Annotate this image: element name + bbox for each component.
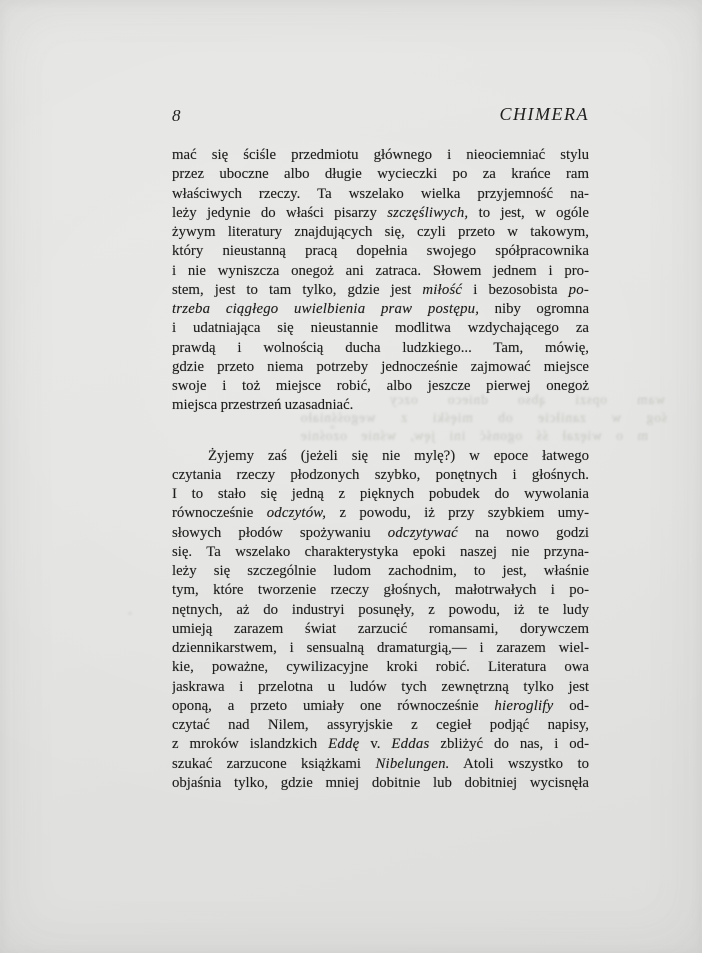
text-line: Żyjemy zaś (jeżeli się nie mylę?) w epoce łatwego	[208, 447, 589, 464]
text-line: umieją zarazem świat zarzucić romansami, dorywczem	[172, 620, 589, 637]
text-line: słowych płodów spożywaniu odczytywać na nowo godzi	[172, 524, 589, 541]
text-line: mać się ściśle przedmiotu głównego i nieociemniać stylu	[172, 147, 589, 163]
text-line: I to stało się jedną z pięknych pobudek do wywolania	[172, 486, 589, 502]
text-line: i nie wyniszcza onegoż ani zatraca. Słowem jednem i pro-	[172, 262, 589, 279]
text-line: tym, które tworzenie rzeczy głośnych, małotrwałych i po-	[172, 582, 589, 599]
body-text	[172, 146, 589, 793]
text-line: i udatniająca się nieustannie modlitwa wzdychającego za	[172, 320, 589, 337]
text-line: oponą, a przeto umiały one równocześnie hieroglify od-	[172, 697, 589, 714]
text-line: szukać zarzucone książkami Nibelungen. Atoli wszystko to	[172, 755, 589, 772]
text-line: nętnych, aż do industryi posunęły, z powodu, iż te ludy	[172, 601, 589, 618]
text-line: swoje i toż miejsce robić, albo jeszcze pierwej onegoż	[172, 378, 589, 394]
text-line: gdzie przeto niema potrzeby jednocześnie zajmować miejsce	[172, 358, 589, 375]
text-line: właściwych rzeczy. Ta wszelako wielka przyjemność na-	[172, 185, 589, 202]
text-line: miejsca przestrzeń uzasadniać.	[172, 397, 354, 414]
text-line: dziennikarstwem, i sensualną dramaturgią,— i zarazem wiel-	[172, 640, 589, 656]
paper-speck	[330, 425, 335, 429]
text-line: stem, jest to tam tylko, gdzie jest miłość i bezosobista po-	[172, 281, 589, 298]
text-line: jaskrawa i przelotna u ludów tych zewnętrzną tylko jest	[172, 678, 589, 695]
journal-title: CHIMERA	[499, 104, 589, 124]
running-head	[172, 104, 589, 128]
paper-speck	[128, 612, 132, 615]
text-line: żywym literatury znajdujących się, czyli przeto w takowym,	[172, 224, 589, 240]
show-through-line: śog w zaniłcie ob mięśki z wegośśniało	[300, 410, 667, 425]
show-through-line: wam opszi ąbso dnieco ozcy	[389, 392, 665, 407]
text-line: leży się szczególnie ludom zachodnim, to jest, właśnie	[172, 563, 589, 579]
text-line: trzeba ciągłego uwielbienia praw postępu, niby ogromna	[172, 301, 589, 317]
page-number: 8	[172, 106, 181, 125]
show-through-line: m o więzał śś ogonść ini jęw, wśnie ozośnie	[300, 428, 648, 443]
text-line: czytania rzeczy płodzonych szybko, ponętnych i głośnych.	[172, 466, 589, 483]
paragraph	[172, 146, 589, 416]
text-line: leży jedynie do właści pisarzy szczęśliwych, to jest, w ogóle	[172, 204, 589, 221]
text-line: z mroków islandzkich Eddę v. Eddas zbliżyć do nas, i od-	[172, 736, 589, 753]
text-line: czytać nad Nilem, assyryjskie z cegieł podjąć napisy,	[172, 717, 589, 733]
text-line: równocześnie odczytów, z powodu, iż przy szybkiem umy-	[172, 505, 589, 522]
text-line: prawdą i wolnością ducha ludzkiego... Tam, mówię,	[172, 339, 589, 356]
text-line: się. Ta wszelako charakterystyka epoki naszej nie przyna-	[172, 543, 589, 560]
text-line: przez uboczne albo długie wycieczki po za krańce ram	[172, 166, 589, 183]
paragraph	[172, 447, 589, 794]
text-line: kie, poważne, cywilizacyjne kroki robić. Literatura owa	[172, 659, 589, 676]
text-line: objaśnia tylko, gdzie mniej dobitnie lub dobitniej wycisnęła	[172, 774, 589, 791]
text-line: który nieustanną pracą dopełnia swojego spółpracownika	[172, 243, 589, 260]
